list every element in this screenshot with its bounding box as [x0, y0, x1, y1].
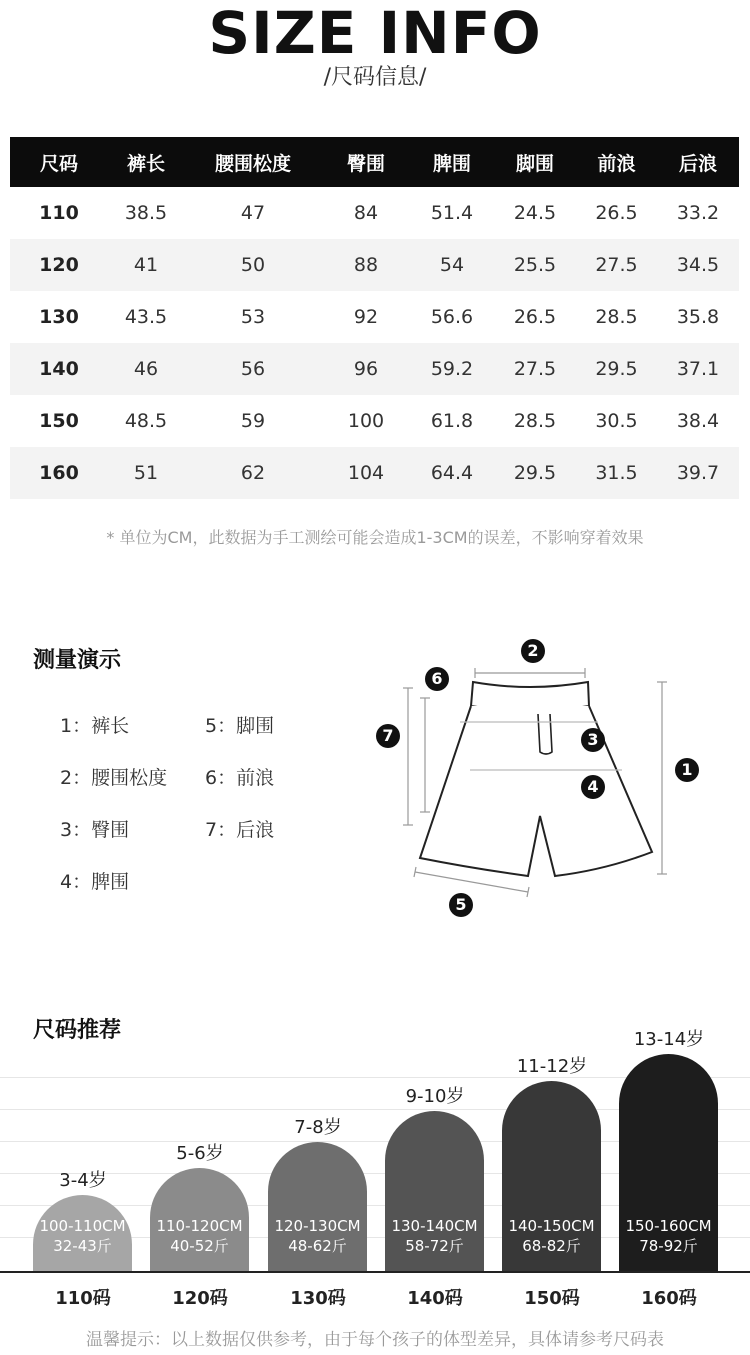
measurement-cell: 56 [184, 343, 322, 395]
measurement-cell: 46 [108, 343, 184, 395]
measurement-cell: 64.4 [410, 447, 494, 499]
marker-1-icon: 1 [675, 758, 699, 782]
height-range: 120-130CM [274, 1217, 361, 1235]
measurement-cell: 51 [108, 447, 184, 499]
measurement-cell: 31.5 [576, 447, 657, 499]
page-title: SIZE INFO [208, 0, 542, 67]
age-label: 11-12岁 [516, 1056, 588, 1077]
size-cell: 130 [39, 306, 79, 328]
measurement-cell: 88 [322, 239, 410, 291]
measurement-cell: 51.4 [430, 202, 474, 224]
measurement-cell: 48.5 [124, 410, 168, 432]
size-code: 130码 [290, 1288, 346, 1309]
size-code: 150码 [524, 1288, 580, 1309]
size-table [10, 137, 739, 499]
measurement-cell: 37.1 [657, 343, 739, 395]
marker-4-icon: 4 [581, 775, 605, 799]
legend-item: 1：裤长 [60, 715, 130, 737]
measurement-cell: 43.5 [124, 306, 168, 328]
marker-5-icon: 5 [449, 893, 473, 917]
size-cell: 120 [10, 239, 108, 291]
measurement-cell: 59 [240, 410, 266, 432]
weight-range: 32-43斤 [53, 1237, 112, 1255]
height-range: 150-160CM [625, 1217, 712, 1235]
measurement-cell: 104 [322, 447, 410, 499]
size-code: 160码 [641, 1288, 697, 1309]
measurement-note: * 单位为CM，此数据为手工测绘可能会造成1-3CM的误差，不影响穿着效果 [106, 528, 644, 547]
measurement-cell: 39.7 [657, 447, 739, 499]
measurement-cell: 25.5 [494, 239, 576, 291]
table-row [10, 291, 739, 343]
page-subtitle: /尺码信息/ [323, 65, 427, 90]
column-header: 脾围 [410, 137, 494, 187]
measurement-cell: 28.5 [595, 306, 638, 328]
measurement-cell: 27.5 [576, 239, 657, 291]
leg-opening-guide-line [415, 872, 528, 892]
measurement-cell: 27.5 [494, 343, 576, 395]
height-range: 100-110CM [39, 1217, 126, 1235]
height-range: 110-120CM [156, 1217, 243, 1235]
measurement-cell: 29.5 [576, 343, 657, 395]
age-label: 9-10岁 [405, 1086, 465, 1107]
size-pill [619, 1054, 718, 1271]
measurement-cell: 100 [347, 410, 385, 432]
measurement-cell: 59.2 [410, 343, 494, 395]
weight-range: 40-52斤 [170, 1237, 229, 1255]
marker-7-icon: 7 [376, 724, 400, 748]
measurement-cell: 38.4 [676, 410, 720, 432]
column-header: 脚围 [494, 137, 576, 187]
recommend-section-title: 尺码推荐 [33, 1018, 122, 1043]
measurement-cell: 35.8 [676, 306, 720, 328]
age-label: 13-14岁 [633, 1029, 705, 1050]
table-row [10, 343, 739, 395]
measurement-cell: 34.5 [657, 239, 739, 291]
marker-6-icon: 6 [425, 667, 449, 691]
measurement-cell: 33.2 [676, 202, 720, 224]
column-header: 前浪 [576, 137, 657, 187]
measurement-cell: 92 [353, 306, 379, 328]
weight-range: 48-62斤 [288, 1237, 347, 1255]
size-cell: 110 [39, 202, 79, 224]
baseline [0, 1271, 750, 1273]
table-row [10, 395, 739, 447]
legend-item: 5：脚围 [205, 715, 275, 737]
measurement-cell: 29.5 [494, 447, 576, 499]
weight-range: 68-82斤 [522, 1237, 581, 1255]
measurement-cell: 24.5 [513, 202, 557, 224]
column-header: 裤长 [108, 137, 184, 187]
column-header: 腰围松度 [184, 137, 322, 187]
measurement-cell: 38.5 [124, 202, 168, 224]
measurement-cell: 30.5 [595, 410, 638, 432]
table-row [10, 447, 739, 499]
table-header-row [10, 137, 739, 187]
legend-item: 7：后浪 [205, 819, 275, 841]
age-label: 3-4岁 [59, 1170, 107, 1191]
measurement-cell: 61.8 [430, 410, 474, 432]
legend-item: 6：前浪 [205, 767, 275, 789]
shorts-body [420, 706, 652, 876]
table-row [10, 187, 739, 239]
measurement-cell: 84 [353, 202, 379, 224]
age-label: 7-8岁 [294, 1117, 342, 1138]
measurement-cell: 56.6 [430, 306, 474, 328]
measure-section-title: 测量演示 [33, 648, 122, 673]
legend-item: 3：臀围 [60, 819, 130, 841]
measurement-cell: 54 [410, 239, 494, 291]
size-pill [150, 1168, 249, 1271]
shorts-diagram [360, 630, 720, 930]
reference-tip: 温馨提示：以上数据仅供参考，由于每个孩子的体型差异，具体请参考尺码表 [86, 1330, 664, 1350]
column-header: 后浪 [657, 137, 739, 187]
column-header: 尺码 [10, 137, 108, 187]
size-code: 120码 [172, 1288, 228, 1309]
measurement-cell: 50 [184, 239, 322, 291]
weight-range: 78-92斤 [639, 1237, 698, 1255]
table-row [10, 239, 739, 291]
size-pill [385, 1111, 484, 1271]
table-body [10, 187, 739, 499]
measurement-cell: 41 [108, 239, 184, 291]
size-pill [502, 1081, 601, 1271]
marker-3-icon: 3 [581, 728, 605, 752]
size-cell: 150 [39, 410, 79, 432]
size-cell: 140 [10, 343, 108, 395]
age-label: 5-6岁 [176, 1143, 224, 1164]
measurement-cell: 53 [240, 306, 266, 328]
size-cell: 160 [10, 447, 108, 499]
measurement-cell: 26.5 [595, 202, 638, 224]
height-range: 140-150CM [508, 1217, 595, 1235]
measurement-cell: 28.5 [513, 410, 557, 432]
height-range: 130-140CM [391, 1217, 478, 1235]
measurement-cell: 26.5 [513, 306, 557, 328]
measurement-cell: 62 [184, 447, 322, 499]
size-code: 110码 [55, 1288, 111, 1309]
size-code: 140码 [407, 1288, 463, 1309]
legend-item: 2：腰围松度 [60, 767, 168, 789]
weight-range: 58-72斤 [405, 1237, 464, 1255]
size-pill [33, 1195, 132, 1271]
measurement-cell: 47 [240, 202, 266, 224]
measurement-cell: 96 [322, 343, 410, 395]
size-pill [268, 1142, 367, 1271]
column-header: 臀围 [322, 137, 410, 187]
marker-2-icon: 2 [521, 639, 545, 663]
legend-item: 4：脾围 [60, 871, 130, 893]
